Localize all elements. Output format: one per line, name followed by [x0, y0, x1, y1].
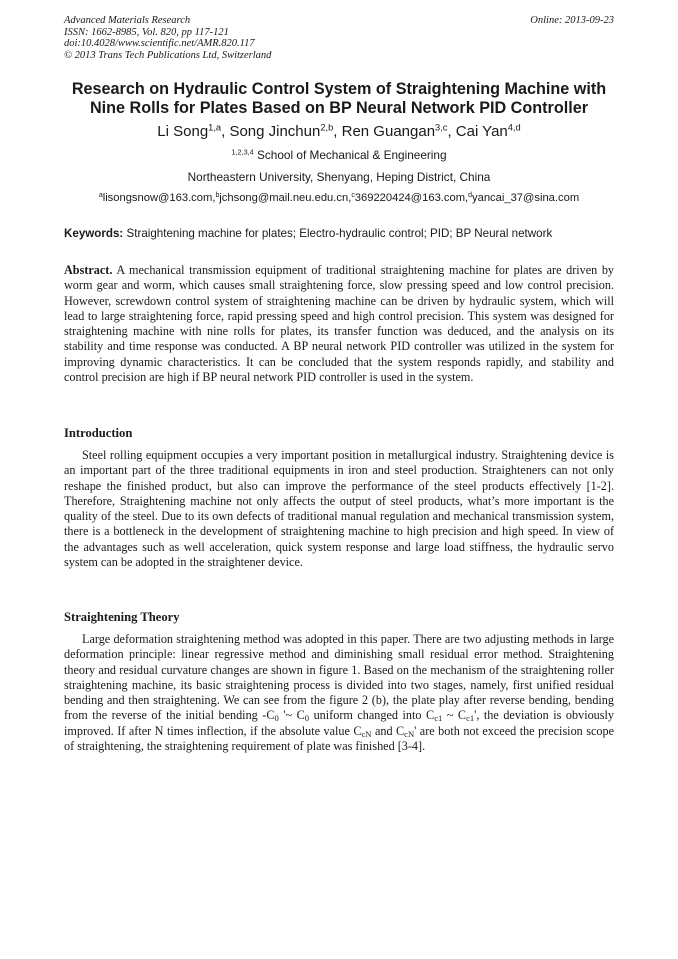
email-sup: c	[351, 191, 355, 199]
theory-subscript: cN	[404, 728, 415, 739]
email-sup: a	[98, 191, 103, 199]
theory-subscript: 0	[274, 713, 279, 724]
doi-line: doi:10.4028/www.scientific.net/AMR.820.117	[64, 38, 255, 50]
affiliation-line-1	[40, 148, 638, 162]
affiliation-line-2: Northeastern University, Shenyang, Heping District, China	[187, 170, 491, 184]
author-sup: 4,d	[507, 122, 521, 133]
section-heading-straightening-theory: Straightening Theory	[64, 610, 180, 624]
theory-subscript: 0	[304, 713, 310, 724]
theory-subscript: cN	[361, 728, 372, 739]
author-name: Song Jinchun	[229, 123, 321, 140]
keywords-label: Keywords:	[64, 227, 124, 240]
email-address: yancai_37@sina.com	[472, 192, 580, 204]
abstract-text: A mechanical transmission equipment of traditional straightening machine for plates are driven by worm gear and worm, which causes small straightening force, slow pressing speed and low control precision. However, screwdown control system of straightening machine can be driven by hydraulic system, which will lead to large straightening force, rapid pressing speed and high control precision. This system was designed for straightening machine with nine rolls for plates, its transfer function was deduced, and the analysis on its stability and time response was conducted. A BP neural network PID controller was utilized in the system for improving dynamic characteristics. It can be concluded that the system responds rapidly, and stability and control precision are high if BP neural network PID controller is used in the system.	[64, 263, 615, 385]
author-sup: 3,c	[435, 122, 448, 133]
theory-subscript: c1	[466, 713, 475, 724]
theory-text: and C	[371, 723, 405, 738]
author-list: Li Song$^{1,a}$, Song Jinchun$^{2,b}$, Ren Guangan$^{3,c}$, Cai Yan$^{4,d}$	[157, 122, 521, 140]
email-address: jchsong@mail.neu.edu.cn,	[219, 192, 352, 204]
email-address: lisongsnow@163.com,	[102, 192, 216, 204]
straightening-theory-paragraph	[64, 632, 614, 754]
theory-text: '~ C	[278, 708, 305, 723]
theory-text: ' are both not exceed the precision scope of straightening, the straightening requirement of plate was finished [3-4].	[64, 723, 614, 754]
theory-text: uniform changed into C	[309, 708, 435, 723]
paper-title	[40, 80, 638, 118]
online-date: Online: 2013-09-23	[530, 15, 614, 26]
email-sup: b	[215, 191, 220, 199]
abstract	[64, 263, 614, 385]
abstract-label: Abstract.	[64, 263, 113, 277]
theory-subscript: c1	[434, 713, 443, 724]
keywords	[64, 227, 614, 240]
introduction-paragraph: Steel rolling equipment occupies a very important position in metallurgical industry. Straightening device is an important part of the three traditional equipments in iron and steel production. Straighteners can not only reshape the finished product, but also can improve the performance of the steel products effectively [1-2]. Therefore, Straightening machine not only affects the output of steel products, what’s more important is the quality of the steel. Due to its own defects of traditional manual regulation and mechanical transmission system, there is a bottleneck in the development of straightening machine to high precision and high speed. In view of the advantages such as well acceleration, quick system response and large load stiffness, the hydraulic servo system can be adopted in the straightener device.	[64, 448, 614, 570]
theory-text: Large deformation straightening method was adopted in this paper. There are two adjusting methods in large deformation principle: linear regressive method and diminishing small residual error method. Straightening theory and residual curvature changes are shown in figure 1. Based on the mechanism of the straightening roller straightening machine, its basic straightening process is divided into two stages, namely, first unified residual bending and then straightening. We can see from the figure 2 (b), the plate play after reverse bending, bending from the reverse of the initial bending -C	[64, 632, 614, 723]
theory-text: ~ C	[442, 708, 467, 723]
author-name: Ren Guangan	[341, 123, 436, 140]
theory-text: ', the deviation is obviously improved. If after N times inflection, if the absolute value C	[64, 708, 614, 738]
email-address: 369220424@163.com,	[354, 192, 469, 204]
journal-name: Advanced Materials Research	[64, 15, 191, 26]
journal-header	[64, 15, 614, 61]
issn-line: ISSN: 1662-8985, Vol. 820, pp 117-121	[64, 26, 229, 38]
author-sup: 2,b	[320, 122, 334, 133]
affiliation-sup: 1,2,3,4	[231, 147, 254, 157]
affiliation-school: School of Mechanical & Engineering	[257, 148, 447, 162]
title-line-1: Research on Hydraulic Control System of Straightening Machine with	[71, 80, 607, 98]
copyright-line: © 2013 Trans Tech Publications Ltd, Switzerland	[64, 49, 272, 61]
email-sup: d	[468, 191, 473, 199]
section-heading-introduction: Introduction	[64, 426, 133, 440]
author-name: Cai Yan	[455, 123, 508, 140]
title-line-2: Nine Rolls for Plates Based on BP Neural Network PID Controller	[89, 99, 589, 117]
keywords-text: Straightening machine for plates; Electro-hydraulic control; PID; BP Neural network	[126, 227, 553, 240]
author-sup: 1,a	[208, 122, 222, 133]
author-name: Li Song	[157, 123, 209, 140]
email-list	[40, 192, 638, 204]
